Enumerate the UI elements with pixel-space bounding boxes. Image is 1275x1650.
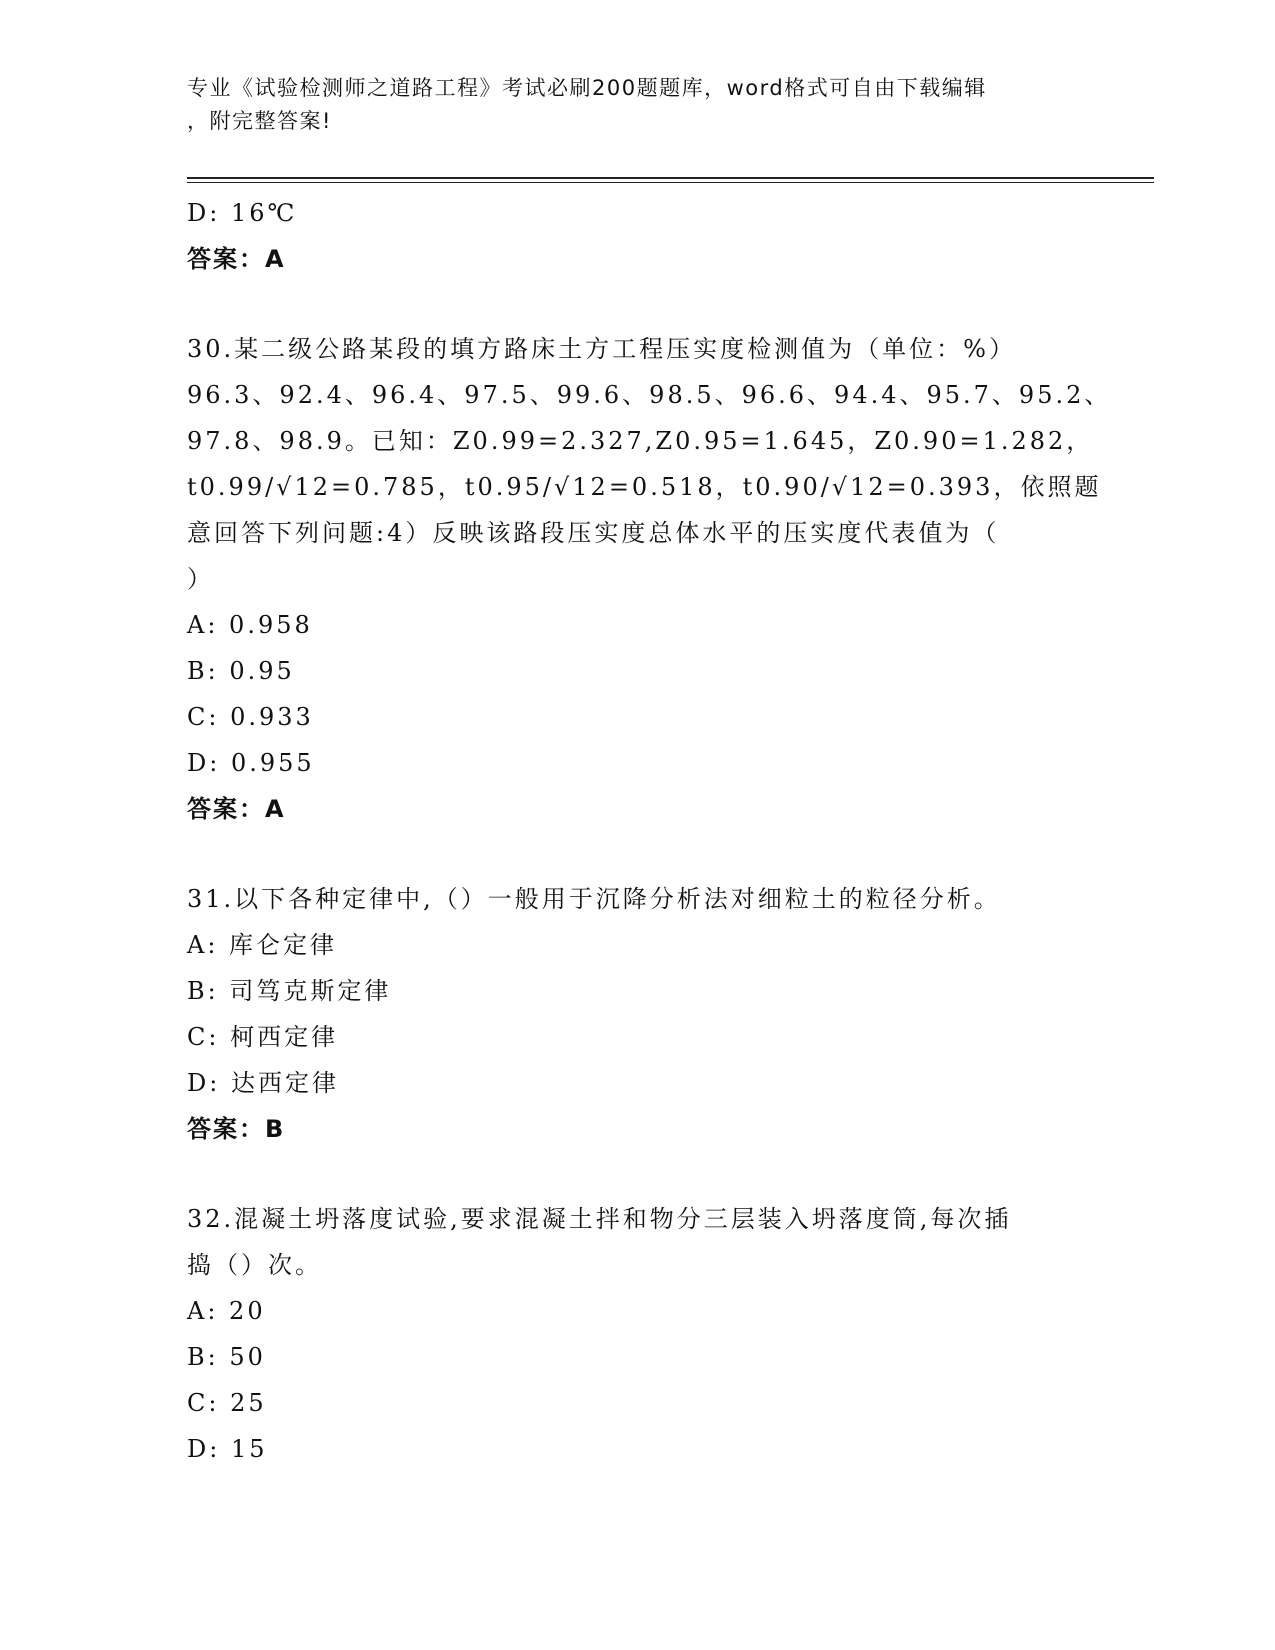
answer-label: 答案：A — [187, 795, 286, 823]
question-stem-line: 32.混凝土坍落度试验,要求混凝土拌和物分三层装入坍落度筒,每次插 — [187, 1205, 1012, 1233]
option-b: B: 司笃克斯定律 — [187, 977, 392, 1005]
option-b: B: 50 — [187, 1343, 266, 1371]
question-stem-line: 31.以下各种定律中,（）一般用于沉降分析法对细粒土的粒径分析。 — [187, 885, 1001, 913]
question-stem-line: t0.99/√12=0.785，t0.95/√12=0.518，t0.90/√12=0.393，依照题 — [187, 473, 1102, 501]
option-a: A: 20 — [187, 1297, 266, 1325]
option-d: D: 0.955 — [187, 749, 315, 777]
option-c: C: 25 — [187, 1389, 267, 1417]
option-d: D: 16℃ — [187, 199, 298, 227]
option-d: D: 15 — [187, 1435, 268, 1463]
spacer — [187, 832, 1067, 876]
answer-label: 答案：A — [187, 245, 286, 273]
header-line-2: ，附完整答案! — [187, 109, 332, 133]
spacer — [187, 282, 1067, 326]
document-header — [187, 72, 1087, 138]
question-stem-line: ） — [187, 565, 214, 593]
answer-label: 答案：B — [187, 1115, 286, 1143]
option-c: C: 柯西定律 — [187, 1023, 339, 1051]
header-line-1: 专业《试验检测师之道路工程》考试必刷200题题库，word格式可自由下载编辑 — [187, 76, 987, 100]
option-c: C: 0.933 — [187, 703, 314, 731]
question-31 — [187, 876, 1067, 1152]
option-a: A: 0.958 — [187, 611, 313, 639]
spacer — [187, 1152, 1067, 1196]
question-30 — [187, 326, 1112, 832]
header-divider-thin — [187, 182, 1154, 183]
question-32 — [187, 1196, 1067, 1472]
option-d: D: 达西定律 — [187, 1069, 339, 1097]
question-stem-line: 意回答下列问题:4）反映该路段压实度总体水平的压实度代表值为（ — [187, 519, 1000, 547]
question-stem-line: 97.8、98.9。已知：Z0.99=2.327,Z0.95=1.645，Z0.90=1.282， — [187, 427, 1094, 455]
option-a: A: 库仑定律 — [187, 931, 338, 959]
document-body — [187, 190, 1112, 1472]
previous-question-tail — [187, 190, 1067, 282]
header-divider-thick — [187, 177, 1154, 179]
option-b: B: 0.95 — [187, 657, 295, 685]
question-stem-line: 30.某二级公路某段的填方路床土方工程压实度检测值为（单位：%） — [187, 335, 1016, 363]
question-stem-line: 96.3、92.4、96.4、97.5、99.6、98.5、96.6、94.4、95.7、95.2、 — [187, 381, 1112, 409]
question-stem-line: 捣（）次。 — [187, 1251, 322, 1279]
